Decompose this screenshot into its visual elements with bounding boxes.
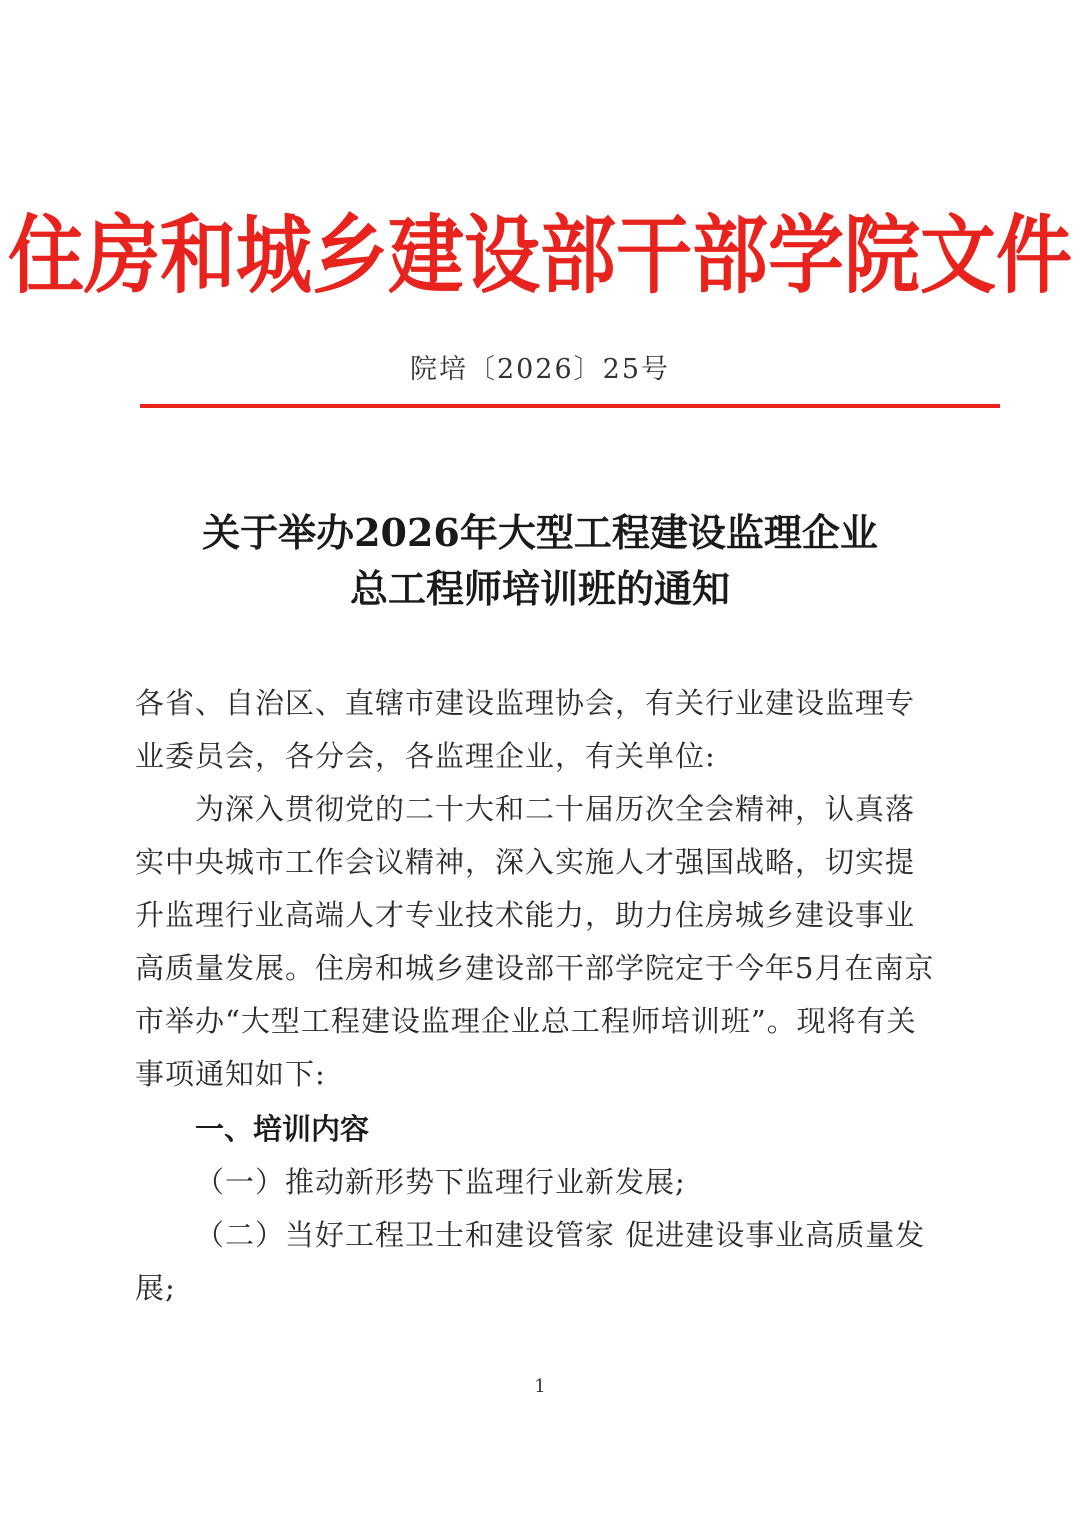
notice-title: [0, 505, 1080, 617]
addressee-paragraph: 各省、自治区、直辖市建设监理协会，有关行业建设监理专业委员会，各分会，各监理企业，有关单位:: [135, 686, 916, 773]
list-item-1: （一）推动新形势下监理行业新发展;: [195, 1165, 686, 1199]
intro-paragraph: 为深入贯彻党的二十大和二十届历次全会精神，认真落实中央城市工作会议精神，深入实施人才强国战略，切实提升监理行业高端人才专业技术能力，助力住房城乡建设事业高质量发展。住房和城乡建设部干部学院定于今年5月在南京市举办“大型工程建设监理企业总工程师培训班”。现将有关事项通知如下:: [135, 792, 935, 1091]
section-heading-training-content: 一、培训内容: [195, 1112, 370, 1146]
notice-title-line-1: 关于举办2026年大型工程建设监理企业: [202, 510, 878, 555]
list-item-2: （二）当好工程卫士和建设管家 促进建设事业高质量发展;: [135, 1218, 926, 1305]
masthead-title: 住房和城乡建设部干部学院文件: [8, 205, 1072, 306]
red-divider-line: [140, 404, 1000, 408]
document-number: 院培〔2026〕25号: [409, 354, 671, 385]
page-number: 1: [534, 1376, 546, 1397]
notice-title-line-2: 总工程师培训班的通知: [349, 566, 730, 611]
